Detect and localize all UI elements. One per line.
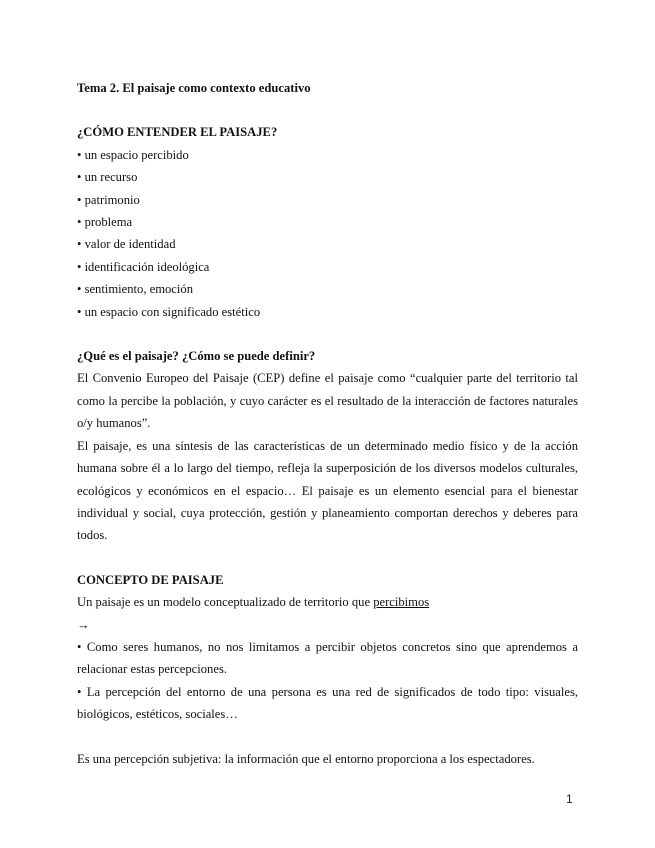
- bullet-list-paisaje: [77, 144, 578, 323]
- paragraph-conclusion: Es una percepción subjetiva: la información que el entorno proporciona a los espectadores.: [77, 751, 535, 766]
- section-heading-definicion: ¿Qué es el paisaje? ¿Cómo se puede definir?: [77, 349, 316, 364]
- paragraph-sintesis: El paisaje, es una síntesis de las características de un determinado medio físico y de la acción humana sobre él a lo largo del tiempo, refleja la superposición de los diversos modelos culturales, ecológicos y económicos en el espacio… El paisaje es un elemento esencial para el bienestar individual y social, cuya protección, gestión y planeamiento comportan derechos y deberes para todos.: [77, 438, 578, 543]
- section-heading-entender: ¿CÓMO ENTENDER EL PAISAJE?: [77, 125, 278, 140]
- page-content: [77, 77, 578, 770]
- underlined-word-percibimos: percibimos: [373, 595, 430, 610]
- list-item: • valor de identidad: [77, 233, 578, 255]
- document-title: Tema 2. El paisaje como contexto educativo: [77, 81, 311, 95]
- list-item: • patrimonio: [77, 189, 578, 211]
- list-item: • problema: [77, 211, 578, 233]
- bullet-paragraph-seres-humanos: • Como seres humanos, no nos limitamos a percibir objetos concretos sino que aprendemos a relacionar estas percepciones.: [77, 636, 578, 681]
- arrow-icon: →: [77, 617, 90, 632]
- paragraph-concepto-intro: [77, 591, 578, 613]
- list-item: • identificación ideológica: [77, 256, 578, 278]
- list-item: • sentimiento, emoción: [77, 278, 578, 300]
- list-item: • un espacio percibido: [77, 144, 578, 166]
- list-item: • un recurso: [77, 166, 578, 188]
- section-heading-concepto: CONCEPTO DE PAISAJE: [77, 572, 224, 587]
- intro-text: Un paisaje es un modelo conceptualizado de territorio que: [77, 595, 374, 610]
- page-number: 1: [566, 792, 573, 806]
- bullet-paragraph-percepcion: • La percepción del entorno de una persona es una red de significados de todo tipo: visuales, biológicos, estéticos, sociales…: [77, 681, 578, 726]
- list-item: • un espacio con significado estético: [77, 301, 578, 323]
- paragraph-cep-definition: El Convenio Europeo del Paisaje (CEP) define el paisaje como “cualquier parte del territorio tal como la percibe la población, y cuyo carácter es el resultado de la interacción de factores naturales o/y humanos”.: [77, 371, 578, 431]
